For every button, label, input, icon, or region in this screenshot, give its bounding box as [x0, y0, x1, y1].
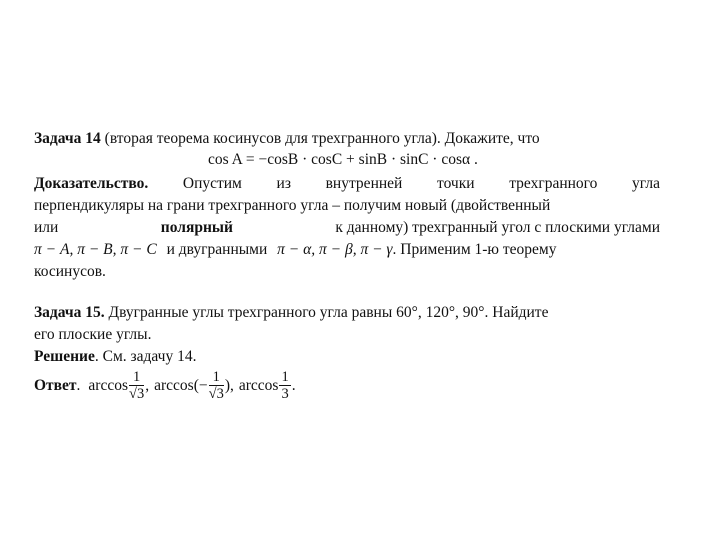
solution-line — [34, 347, 196, 367]
solution-text: . См. задачу 14. — [94, 348, 197, 365]
proof-word: угла — [632, 175, 660, 192]
task15-angles: 60°, 120°, 90° — [396, 304, 485, 321]
fraction-2-den: √3 — [208, 386, 224, 402]
arccos-2: arccos — [154, 376, 194, 394]
proof-line-2: перпендикуляры на грани трехгранного угла – получим новый (двойственный — [34, 197, 551, 214]
arccos-1: arccos — [88, 376, 129, 394]
task15-text-a: Двугранные углы трехгранного угла равны — [104, 304, 397, 321]
proof-line-3-rest: к данному) трехгранный угол с плоскими углами — [335, 219, 660, 236]
close-paren: ) — [224, 376, 230, 394]
plane-angles-expr: π − A, π − B, π − C — [34, 241, 157, 258]
fraction-3 — [279, 369, 290, 402]
proof-word: Опустим — [182, 175, 242, 192]
proof-line-4-end: . Применим 1-ю теорему — [392, 241, 557, 258]
proof-word: точки — [437, 175, 475, 192]
proof-line-4 — [34, 240, 660, 260]
proof-word-polar: полярный — [160, 219, 233, 236]
proof-line-3 — [34, 218, 660, 238]
task15-line-1 — [34, 303, 548, 323]
solution-label: Решение — [34, 348, 95, 365]
arccos-3: arccos — [238, 376, 279, 394]
answer-line — [34, 369, 296, 402]
fraction-2-num: 1 — [209, 369, 224, 386]
proof-word: трехгранного — [509, 175, 598, 192]
task15-title: Задача 15. — [34, 304, 105, 321]
proof-line-4-mid: и двугранными — [166, 241, 268, 258]
proof-word: внутренней — [325, 175, 403, 192]
task14-formula: cos A = −cosB · cosC + sinB · sinC · cosα . — [208, 151, 478, 168]
task15-line-2: его плоские углы. — [34, 326, 152, 343]
fraction-1 — [129, 369, 144, 402]
proof-label: Доказательство. — [34, 175, 149, 192]
answer-label: Ответ — [34, 376, 77, 394]
fraction-3-num: 1 — [281, 369, 289, 385]
fraction-1-den: √3 — [129, 386, 145, 402]
open-paren-minus: (− — [193, 376, 208, 394]
task15-text-b: . Найдите — [484, 304, 549, 321]
proof-line-1 — [34, 174, 660, 194]
proof-word: из — [276, 175, 291, 192]
task14-header — [34, 129, 540, 149]
proof-word-or: или — [34, 219, 59, 236]
fraction-1-num: 1 — [129, 369, 144, 386]
task14-title: Задача 14 — [34, 130, 101, 147]
comma-2: , — [230, 376, 234, 394]
answer-dot: . — [76, 376, 81, 394]
dihedral-angles-expr: π − α, π − β, π − γ — [277, 241, 393, 258]
final-dot: . — [291, 376, 296, 394]
fraction-3-den: 3 — [281, 386, 289, 402]
comma-1: , — [145, 376, 150, 394]
fraction-2 — [209, 369, 224, 402]
task14-title-rest: (вторая теорема косинусов для трехгранного угла). Докажите, что — [100, 130, 540, 147]
proof-line-5: косинусов. — [34, 263, 106, 280]
